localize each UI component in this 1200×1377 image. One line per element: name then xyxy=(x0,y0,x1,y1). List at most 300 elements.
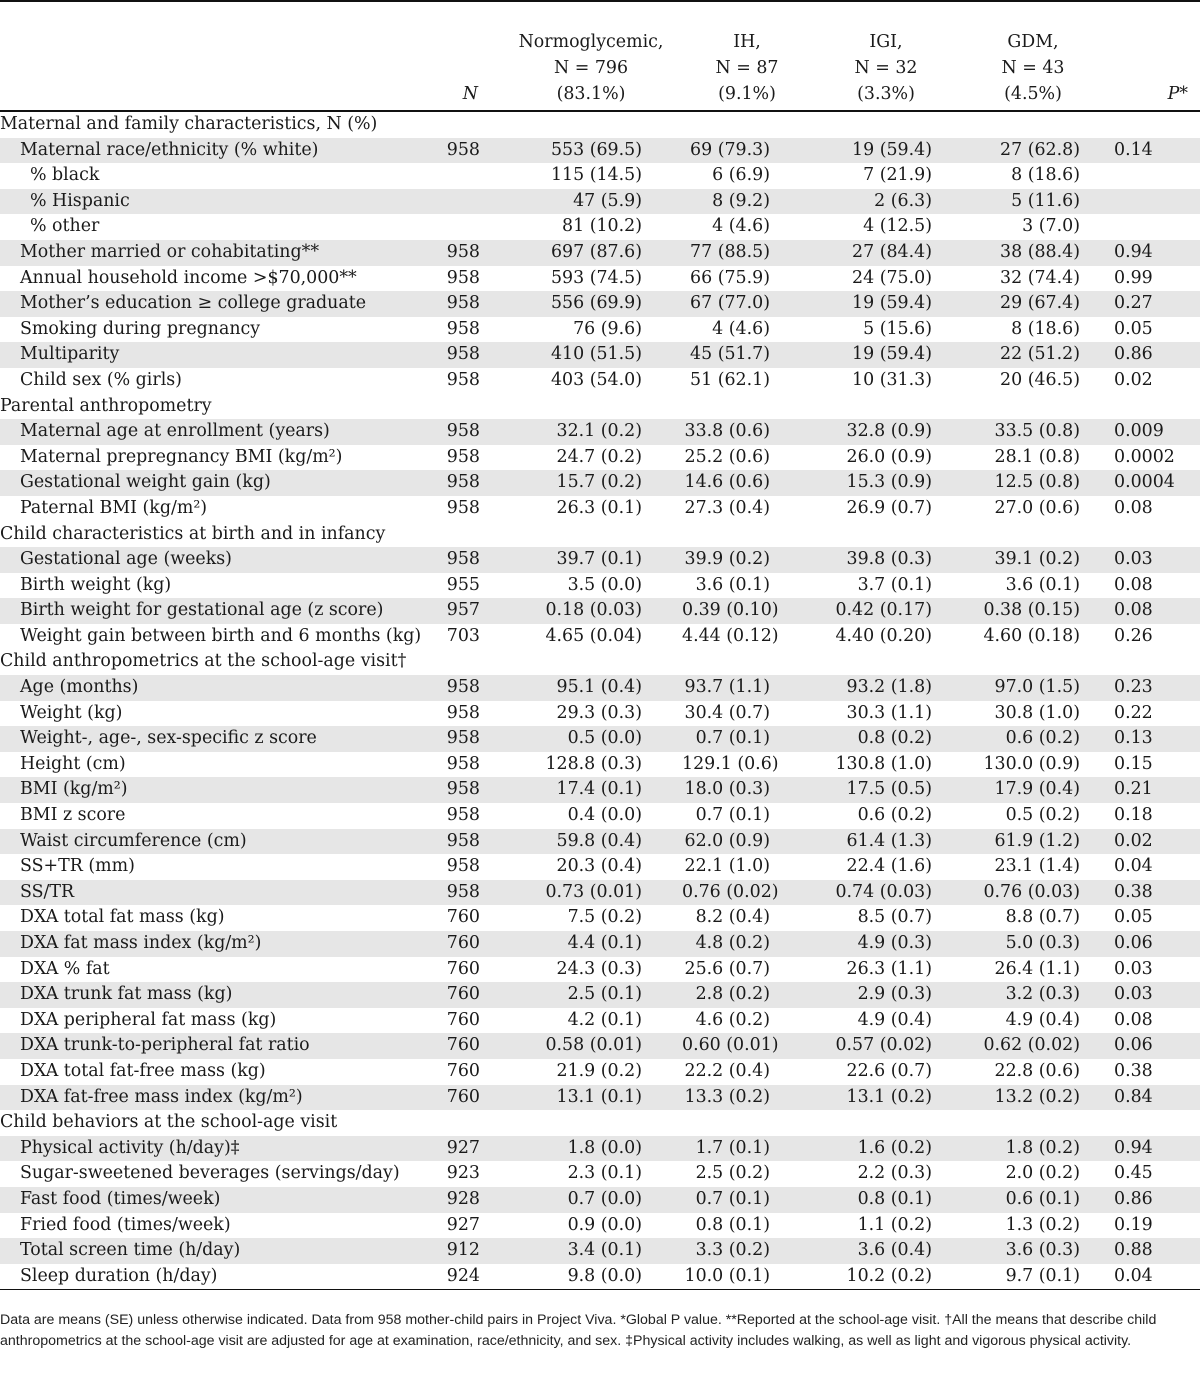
cell-p-value: 0.02 xyxy=(1114,369,1153,390)
section-label: Maternal and family characteristics, N (%) xyxy=(0,114,378,134)
cell-igi: 0.8 (0.2) xyxy=(812,726,960,752)
cell-ih: 3.3 (0.2) xyxy=(682,1238,812,1264)
row-label: Weight gain between birth and 6 months (kg) xyxy=(20,625,422,646)
cell-p-value: 0.14 xyxy=(1106,138,1200,164)
cell-p-value: 0.15 xyxy=(1114,753,1153,774)
top-rule xyxy=(0,0,1200,2)
cell-igi: 10.2 (0.2) xyxy=(812,1264,960,1290)
cell-igi: 10 (31.3) xyxy=(852,369,932,390)
row-label: % Hispanic xyxy=(0,189,412,215)
cell-ih: 0.7 (0.1) xyxy=(682,726,812,752)
cell-normoglycemic: 59.8 (0.4) xyxy=(500,829,682,855)
cell-ih: 1.7 (0.1) xyxy=(682,1136,812,1162)
cell-igi: 0.42 (0.17) xyxy=(812,598,960,624)
row-label: Gestational weight gain (kg) xyxy=(0,470,412,496)
cell-igi: 0.57 (0.02) xyxy=(812,1033,960,1059)
cell-p-value: 0.04 xyxy=(1106,1264,1200,1290)
cell-gdm: 0.38 (0.15) xyxy=(960,598,1106,624)
table-row xyxy=(0,240,1200,266)
cell-p-value: 0.84 xyxy=(1106,1085,1200,1111)
cell-ih: 2.5 (0.2) xyxy=(695,1163,770,1184)
cell-normoglycemic: 32.1 (0.2) xyxy=(500,419,682,445)
cell-normoglycemic: 24.3 (0.3) xyxy=(556,958,642,979)
table-row xyxy=(0,829,1200,855)
cell-igi: 4.9 (0.3) xyxy=(812,931,960,957)
table-row xyxy=(0,317,1200,343)
cell-gdm: 27.0 (0.6) xyxy=(994,497,1080,518)
cell-n: 958 xyxy=(446,702,480,723)
table-row xyxy=(0,957,1200,983)
cell-ih: 129.1 (0.6) xyxy=(682,753,779,774)
table-row xyxy=(0,982,1200,1008)
cell-p-value: 0.88 xyxy=(1106,1238,1200,1264)
cell-gdm: 97.0 (1.5) xyxy=(960,675,1106,701)
cell-n: 958 xyxy=(446,267,480,288)
cell-normoglycemic: 24.7 (0.2) xyxy=(556,446,642,467)
cell-normoglycemic: 1.8 (0.0) xyxy=(500,1136,682,1162)
table-row xyxy=(0,624,1200,650)
cell-ih: 25.2 (0.6) xyxy=(684,446,770,467)
cell-n: 760 xyxy=(412,931,500,957)
cell-n: 927 xyxy=(412,1136,500,1162)
cell-igi: 17.5 (0.5) xyxy=(812,777,960,803)
cell-normoglycemic: 403 (54.0) xyxy=(550,369,642,390)
table-body xyxy=(0,111,1200,1290)
row-label: DXA fat-free mass index (kg/m²) xyxy=(0,1085,412,1111)
table-row xyxy=(0,803,1200,829)
cell-p-value: 0.18 xyxy=(1114,805,1153,826)
table-row xyxy=(0,1213,1200,1239)
cell-p-value: 0.03 xyxy=(1106,547,1200,573)
table-row xyxy=(0,1238,1200,1264)
cell-gdm: 26.4 (1.1) xyxy=(994,958,1080,979)
cell-gdm: 4.9 (0.4) xyxy=(1005,1009,1080,1030)
section-label: Child anthropometrics at the school-age visit† xyxy=(0,651,407,672)
cell-p-value: 0.05 xyxy=(1114,907,1153,928)
cell-normoglycemic: 4.4 (0.1) xyxy=(500,931,682,957)
table-row xyxy=(0,777,1200,803)
cell-igi: 2 (6.3) xyxy=(812,189,960,215)
cell-igi: 0.74 (0.03) xyxy=(812,880,960,906)
cell-normoglycemic: 410 (51.5) xyxy=(500,342,682,368)
section-row xyxy=(0,394,1200,420)
cell-n xyxy=(412,214,500,240)
cell-igi: 93.2 (1.8) xyxy=(812,675,960,701)
cell-gdm: 39.1 (0.2) xyxy=(960,547,1106,573)
cell-normoglycemic: 4.65 (0.04) xyxy=(545,625,642,646)
cell-n: 958 xyxy=(446,318,480,339)
cell-ih: 62.0 (0.9) xyxy=(682,829,812,855)
cell-p-value: 0.23 xyxy=(1106,675,1200,701)
row-label: DXA peripheral fat mass (kg) xyxy=(20,1009,277,1030)
cell-p-value: 0.45 xyxy=(1114,1163,1153,1184)
cell-p-value: 0.86 xyxy=(1106,1187,1200,1213)
cell-igi: 19 (59.4) xyxy=(812,291,960,317)
table-row xyxy=(0,138,1200,164)
cell-p-value: 0.06 xyxy=(1106,1033,1200,1059)
cell-gdm: 1.3 (0.2) xyxy=(1005,1214,1080,1235)
row-label: Smoking during pregnancy xyxy=(20,318,261,339)
cell-n: 760 xyxy=(446,1009,480,1030)
table-footnote: Data are means (SE) unless otherwise indicated. Data from 958 mother-child pairs in Project Viva. *Global P value. **Reported at the school-age visit. †All the means that describe child anthropometrics at the school-age visit are adjusted for age at examination, race/ethnicity, and sex. ‡Physical activity includes walking, as well as light and vigorous physical activity. xyxy=(0,1312,1157,1349)
header-p: P* xyxy=(1106,29,1200,111)
cell-ih: 6 (6.9) xyxy=(712,165,770,186)
row-label: Mother’s education ≥ college graduate xyxy=(0,291,412,317)
header-n: N xyxy=(412,29,500,111)
row-label: Mother married or cohabitating** xyxy=(0,240,412,266)
cell-ih: 10.0 (0.1) xyxy=(682,1264,812,1290)
cell-p-value xyxy=(1106,163,1200,189)
cell-igi: 61.4 (1.3) xyxy=(812,829,960,855)
cell-p-value: 0.26 xyxy=(1114,625,1153,646)
cell-n: 958 xyxy=(412,880,500,906)
cell-gdm: 5.0 (0.3) xyxy=(960,931,1106,957)
table-row xyxy=(0,547,1200,573)
cell-p-value: 0.19 xyxy=(1114,1214,1153,1235)
cell-ih: 67 (77.0) xyxy=(682,291,812,317)
cell-igi: 130.8 (1.0) xyxy=(835,753,932,774)
cell-normoglycemic: 3.5 (0.0) xyxy=(567,574,642,595)
row-label: BMI (kg/m²) xyxy=(0,777,412,803)
cell-normoglycemic: 3.4 (0.1) xyxy=(500,1238,682,1264)
cell-igi: 19 (59.4) xyxy=(812,342,960,368)
cell-n: 958 xyxy=(412,291,500,317)
cell-normoglycemic: 0.58 (0.01) xyxy=(500,1033,682,1059)
cell-n: 958 xyxy=(412,829,500,855)
row-label: SS+TR (mm) xyxy=(20,856,135,877)
cell-ih: 2.8 (0.2) xyxy=(682,982,812,1008)
cell-n: 958 xyxy=(446,446,480,467)
table-row xyxy=(0,496,1200,522)
cell-normoglycemic: 21.9 (0.2) xyxy=(556,1060,642,1081)
table-row xyxy=(0,854,1200,880)
cell-n: 958 xyxy=(412,777,500,803)
cell-gdm: 0.6 (0.2) xyxy=(960,726,1106,752)
cell-normoglycemic: 81 (10.2) xyxy=(562,216,642,237)
cell-gdm: 0.6 (0.1) xyxy=(960,1187,1106,1213)
cell-p-value: 0.21 xyxy=(1106,777,1200,803)
cell-gdm: 3.6 (0.3) xyxy=(960,1238,1106,1264)
cell-normoglycemic: 17.4 (0.1) xyxy=(500,777,682,803)
row-label: Birth weight for gestational age (z score) xyxy=(0,598,412,624)
row-label: DXA total fat-free mass (kg) xyxy=(20,1060,266,1081)
cell-gdm: 22 (51.2) xyxy=(960,342,1106,368)
cell-p-value: 0.86 xyxy=(1106,342,1200,368)
cell-p-value: 0.04 xyxy=(1114,856,1153,877)
cell-p-value: 0.94 xyxy=(1106,1136,1200,1162)
table-row xyxy=(0,726,1200,752)
cell-normoglycemic: 4.2 (0.1) xyxy=(567,1009,642,1030)
cell-n: 958 xyxy=(446,369,480,390)
cell-ih: 8.2 (0.4) xyxy=(695,907,770,928)
cell-normoglycemic: 0.5 (0.0) xyxy=(500,726,682,752)
cell-p-value: 0.05 xyxy=(1114,318,1153,339)
cell-ih: 30.4 (0.7) xyxy=(684,702,770,723)
cell-p-value: 0.27 xyxy=(1106,291,1200,317)
table-row xyxy=(0,1187,1200,1213)
table-row xyxy=(0,880,1200,906)
table-row xyxy=(0,470,1200,496)
cell-gdm: 3.2 (0.3) xyxy=(960,982,1106,1008)
cell-normoglycemic: 556 (69.9) xyxy=(500,291,682,317)
cell-p-value: 0.009 xyxy=(1106,419,1200,445)
table-row xyxy=(0,445,1200,471)
cell-p-value xyxy=(1106,189,1200,215)
cell-ih: 13.3 (0.2) xyxy=(682,1085,812,1111)
table-row xyxy=(0,189,1200,215)
cell-igi: 7 (21.9) xyxy=(863,165,932,186)
table-row xyxy=(0,1161,1200,1187)
cell-ih: 51 (62.1) xyxy=(690,369,770,390)
table-row xyxy=(0,701,1200,727)
section-row xyxy=(0,111,1200,138)
cell-n: 958 xyxy=(446,497,480,518)
cell-gdm: 30.8 (1.0) xyxy=(994,702,1080,723)
cell-normoglycemic: 76 (9.6) xyxy=(573,318,642,339)
row-label: Maternal race/ethnicity (% white) xyxy=(0,138,412,164)
cell-n: 760 xyxy=(412,982,500,1008)
table-row xyxy=(0,1085,1200,1111)
cell-normoglycemic: 0.9 (0.0) xyxy=(567,1214,642,1235)
table-row xyxy=(0,342,1200,368)
cell-igi: 3.6 (0.4) xyxy=(812,1238,960,1264)
cell-p-value: 0.0002 xyxy=(1114,446,1175,467)
cell-gdm: 0.62 (0.02) xyxy=(960,1033,1106,1059)
section-row xyxy=(0,649,1200,675)
cell-n: 958 xyxy=(412,675,500,701)
table-row xyxy=(0,1136,1200,1162)
cell-igi: 22.4 (1.6) xyxy=(846,856,932,877)
cell-p-value: 0.08 xyxy=(1114,497,1153,518)
cell-gdm: 9.7 (0.1) xyxy=(960,1264,1106,1290)
cell-gdm: 0.76 (0.03) xyxy=(960,880,1106,906)
cell-igi: 26.0 (0.9) xyxy=(846,446,932,467)
cell-p-value: 0.13 xyxy=(1106,726,1200,752)
row-label: Fast food (times/week) xyxy=(0,1187,412,1213)
cell-normoglycemic: 593 (74.5) xyxy=(550,267,642,288)
cell-igi: 22.6 (0.7) xyxy=(846,1060,932,1081)
row-label: Physical activity (h/day)‡ xyxy=(0,1136,412,1162)
cell-n xyxy=(412,163,500,189)
section-row xyxy=(0,1110,1200,1136)
table-row xyxy=(0,266,1200,292)
section-label: Child characteristics at birth and in infancy xyxy=(0,523,386,544)
cell-ih: 39.9 (0.2) xyxy=(682,547,812,573)
row-label: Total screen time (h/day) xyxy=(0,1238,412,1264)
row-label: % other xyxy=(30,216,100,237)
table-header xyxy=(0,29,1200,111)
section-label: Parental anthropometry xyxy=(0,395,212,416)
table-row xyxy=(0,1264,1200,1290)
cell-igi: 26.3 (1.1) xyxy=(846,958,932,979)
cell-p-value: 0.38 xyxy=(1106,880,1200,906)
cell-ih: 8 (9.2) xyxy=(682,189,812,215)
cell-gdm: 8 (18.6) xyxy=(1011,318,1080,339)
cell-gdm: 8 (18.6) xyxy=(1011,165,1080,186)
cell-gdm: 28.1 (0.8) xyxy=(994,446,1080,467)
row-label: BMI z score xyxy=(20,805,126,826)
header-group-gdm: GDM, N = 43 (4.5%) xyxy=(960,29,1106,111)
cell-normoglycemic: 0.4 (0.0) xyxy=(567,805,642,826)
cell-igi: 4.9 (0.4) xyxy=(857,1009,932,1030)
table-row xyxy=(0,1059,1200,1085)
cell-p-value: 0.08 xyxy=(1106,598,1200,624)
cell-ih: 77 (88.5) xyxy=(682,240,812,266)
cell-n: 760 xyxy=(446,958,480,979)
cell-igi: 5 (15.6) xyxy=(863,318,932,339)
header-group-normoglycemic: Normoglycemic, N = 796 (83.1%) xyxy=(500,29,682,111)
cell-normoglycemic: 47 (5.9) xyxy=(500,189,682,215)
cell-igi: 27 (84.4) xyxy=(812,240,960,266)
cell-ih: 4 (4.6) xyxy=(712,318,770,339)
cell-p-value: 0.06 xyxy=(1106,931,1200,957)
cell-normoglycemic: 39.7 (0.1) xyxy=(500,547,682,573)
cell-ih: 33.8 (0.6) xyxy=(682,419,812,445)
row-label: DXA % fat xyxy=(20,958,110,979)
cell-gdm: 3.6 (0.1) xyxy=(1005,574,1080,595)
row-label: Waist circumference (cm) xyxy=(0,829,412,855)
cell-n: 924 xyxy=(412,1264,500,1290)
table-row xyxy=(0,752,1200,778)
cell-igi: 8.5 (0.7) xyxy=(857,907,932,928)
cell-igi: 3.7 (0.1) xyxy=(857,574,932,595)
cell-ih: 0.7 (0.1) xyxy=(695,805,770,826)
table-row xyxy=(0,419,1200,445)
cell-ih: 4.8 (0.2) xyxy=(682,931,812,957)
cell-n: 927 xyxy=(446,1214,480,1235)
cell-gdm: 32 (74.4) xyxy=(1000,267,1080,288)
cell-n: 760 xyxy=(412,1033,500,1059)
cell-n: 958 xyxy=(412,547,500,573)
table-row xyxy=(0,214,1200,240)
cell-normoglycemic: 553 (69.5) xyxy=(500,138,682,164)
cell-n: 928 xyxy=(412,1187,500,1213)
cell-ih: 18.0 (0.3) xyxy=(682,777,812,803)
cell-n: 760 xyxy=(446,1060,480,1081)
row-label: Gestational age (weeks) xyxy=(0,547,412,573)
table-row xyxy=(0,368,1200,394)
cell-n: 958 xyxy=(412,240,500,266)
cell-ih: 0.39 (0.10) xyxy=(682,598,812,624)
cell-n: 958 xyxy=(412,342,500,368)
row-label: Sugar-sweetened beverages (servings/day) xyxy=(20,1163,400,1184)
cell-ih: 4 (4.6) xyxy=(712,216,770,237)
cell-n xyxy=(412,189,500,215)
cell-normoglycemic: 9.8 (0.0) xyxy=(500,1264,682,1290)
table-row xyxy=(0,1033,1200,1059)
cell-gdm: 61.9 (1.2) xyxy=(960,829,1106,855)
row-label: DXA fat mass index (kg/m²) xyxy=(0,931,412,957)
cell-igi: 4 (12.5) xyxy=(863,216,932,237)
cell-p-value: 0.22 xyxy=(1114,702,1153,723)
cell-gdm: 0.5 (0.2) xyxy=(1005,805,1080,826)
cell-igi: 15.3 (0.9) xyxy=(812,470,960,496)
cell-n: 955 xyxy=(446,574,480,595)
cell-gdm: 20 (46.5) xyxy=(1000,369,1080,390)
cell-gdm: 27 (62.8) xyxy=(960,138,1106,164)
cell-igi: 39.8 (0.3) xyxy=(812,547,960,573)
table-row xyxy=(0,905,1200,931)
cell-ih: 4.6 (0.2) xyxy=(695,1009,770,1030)
cell-igi: 26.9 (0.7) xyxy=(846,497,932,518)
cell-gdm: 2.0 (0.2) xyxy=(1005,1163,1080,1184)
row-label: Weight (kg) xyxy=(20,702,123,723)
cell-gdm: 4.60 (0.18) xyxy=(983,625,1080,646)
table-row xyxy=(0,598,1200,624)
cell-n: 958 xyxy=(412,419,500,445)
cell-p-value xyxy=(1106,214,1200,240)
cell-normoglycemic: 7.5 (0.2) xyxy=(567,907,642,928)
cell-n: 958 xyxy=(446,753,480,774)
cell-n: 958 xyxy=(412,470,500,496)
cell-gdm: 17.9 (0.4) xyxy=(960,777,1106,803)
cell-normoglycemic: 0.7 (0.0) xyxy=(500,1187,682,1213)
cell-gdm: 23.1 (1.4) xyxy=(994,856,1080,877)
cell-gdm: 12.5 (0.8) xyxy=(960,470,1106,496)
section-row xyxy=(0,522,1200,548)
row-label: Multiparity xyxy=(0,342,412,368)
cell-n: 912 xyxy=(412,1238,500,1264)
cell-gdm: 3 (7.0) xyxy=(1022,216,1080,237)
cell-p-value: 0.03 xyxy=(1114,958,1153,979)
header-group-igi: IGI, N = 32 (3.3%) xyxy=(812,29,960,111)
cell-igi: 0.8 (0.1) xyxy=(812,1187,960,1213)
cell-p-value: 0.02 xyxy=(1106,829,1200,855)
cell-gdm: 130.0 (0.9) xyxy=(983,753,1080,774)
section-label: Child behaviors at the school-age visit xyxy=(0,1112,338,1133)
cell-gdm: 22.8 (0.6) xyxy=(994,1060,1080,1081)
characteristics-table xyxy=(0,29,1200,1290)
cell-igi: 4.40 (0.20) xyxy=(835,625,932,646)
cell-ih: 22.2 (0.4) xyxy=(684,1060,770,1081)
row-label: Age (months) xyxy=(0,675,412,701)
cell-gdm: 29 (67.4) xyxy=(960,291,1106,317)
cell-p-value: 0.08 xyxy=(1114,574,1153,595)
cell-igi: 2.9 (0.3) xyxy=(812,982,960,1008)
cell-normoglycemic: 29.3 (0.3) xyxy=(556,702,642,723)
table-row xyxy=(0,1008,1200,1034)
cell-ih: 14.6 (0.6) xyxy=(682,470,812,496)
cell-gdm: 5 (11.6) xyxy=(960,189,1106,215)
cell-ih: 4.44 (0.12) xyxy=(682,625,779,646)
cell-n: 760 xyxy=(446,907,480,928)
cell-normoglycemic: 26.3 (0.1) xyxy=(556,497,642,518)
row-label: Child sex (% girls) xyxy=(20,369,182,390)
cell-ih: 27.3 (0.4) xyxy=(684,497,770,518)
table-row xyxy=(0,291,1200,317)
cell-n: 958 xyxy=(446,856,480,877)
cell-gdm: 33.5 (0.8) xyxy=(960,419,1106,445)
cell-p-value: 0.99 xyxy=(1114,267,1153,288)
cell-n: 703 xyxy=(446,625,480,646)
cell-igi: 1.6 (0.2) xyxy=(812,1136,960,1162)
cell-igi: 30.3 (1.1) xyxy=(846,702,932,723)
cell-ih: 93.7 (1.1) xyxy=(682,675,812,701)
row-label: Maternal prepregnancy BMI (kg/m²) xyxy=(20,446,343,467)
cell-gdm: 1.8 (0.2) xyxy=(960,1136,1106,1162)
cell-ih: 0.76 (0.02) xyxy=(682,880,812,906)
cell-ih: 0.8 (0.1) xyxy=(695,1214,770,1235)
row-label: SS/TR xyxy=(0,880,412,906)
row-label: DXA total fat mass (kg) xyxy=(20,907,225,928)
table-row xyxy=(0,573,1200,599)
cell-normoglycemic: 15.7 (0.2) xyxy=(500,470,682,496)
cell-igi: 2.2 (0.3) xyxy=(857,1163,932,1184)
table-row xyxy=(0,675,1200,701)
row-label: Weight-, age-, sex-specific z score xyxy=(0,726,412,752)
cell-n: 923 xyxy=(446,1163,480,1184)
row-label: % black xyxy=(30,165,100,186)
